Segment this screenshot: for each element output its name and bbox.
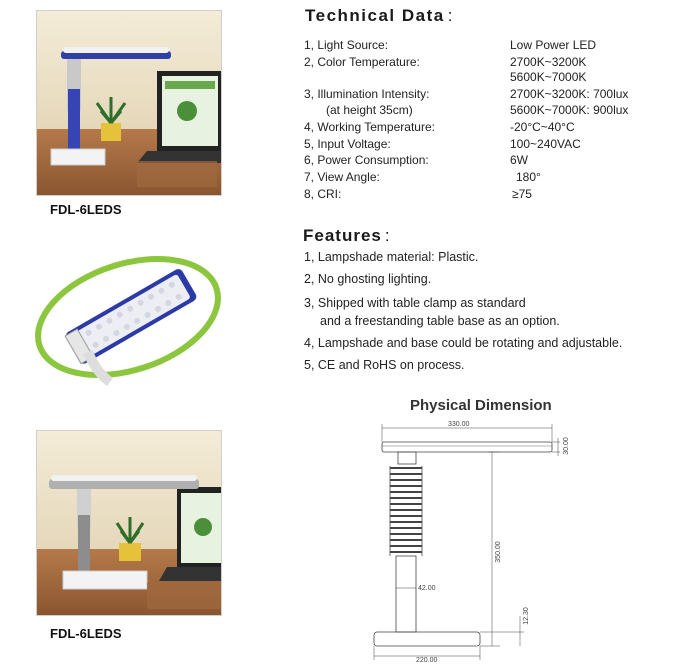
- spec-value: 5600K~7000K: 900lux: [510, 103, 629, 117]
- spec-label: 4, Working Temperature:: [304, 120, 435, 134]
- feature-item: 4, Lampshade and base could be rotating and adjustable.: [304, 336, 623, 350]
- spec-value: 6W: [510, 153, 528, 167]
- dim-neck: 42.00: [418, 585, 436, 592]
- feature-item: 3, Shipped with table clamp as standard: [304, 296, 526, 310]
- physical-dimension-heading: Physical Dimension: [410, 397, 552, 414]
- lamp-head-closeup: [30, 248, 226, 386]
- product-caption: FDL-6LEDS: [50, 202, 122, 217]
- product-photo-blue: [36, 10, 222, 196]
- dim-total-height: 350.00: [495, 541, 502, 563]
- spec-label: 2, Color Temperature:: [304, 55, 420, 69]
- blue-lamp-image: [37, 11, 221, 195]
- dim-base-height: 12.30: [523, 607, 530, 625]
- spec-value: 5600K~7000K: [510, 70, 587, 84]
- spec-value: 2700K~3200K: 700lux: [510, 87, 629, 101]
- dim-base-width: 220.00: [416, 657, 438, 664]
- dimension-drawing: [360, 416, 580, 666]
- dim-width-top: 330.00: [448, 421, 470, 428]
- spec-value: 100~240VAC: [510, 137, 581, 151]
- spec-label: 3, Illumination Intensity:: [304, 87, 430, 101]
- feature-item: 2, No ghosting lighting.: [304, 272, 432, 286]
- spec-label: 8, CRI:: [304, 187, 342, 201]
- spec-value: 2700K~3200K: [510, 55, 587, 69]
- spec-value: ≥75: [512, 187, 532, 201]
- product-caption: FDL-6LEDS: [50, 626, 122, 641]
- product-photo-silver: [36, 430, 222, 616]
- spec-label: 6, Power Consumption:: [304, 153, 429, 167]
- spec-value: 180°: [516, 170, 541, 184]
- feature-item: 5, CE and RoHS on process.: [304, 358, 465, 372]
- spec-value: -20°C~40°C: [510, 120, 575, 134]
- feature-item: 1, Lampshade material: Plastic.: [304, 250, 479, 264]
- silver-lamp-image: [37, 431, 221, 615]
- technical-data-heading: Technical Data :: [305, 6, 454, 25]
- spec-label: 5, Input Voltage:: [304, 137, 391, 151]
- spec-label: 1, Light Source:: [304, 38, 389, 52]
- spec-value: Low Power LED: [510, 38, 597, 52]
- spec-label: 7, View Angle:: [304, 170, 380, 184]
- dim-head-height: 30.00: [563, 437, 570, 455]
- spec-label: (at height 35cm): [326, 103, 413, 117]
- feature-item: and a freestanding table base as an option.: [320, 314, 560, 328]
- features-heading: Features :: [303, 226, 391, 245]
